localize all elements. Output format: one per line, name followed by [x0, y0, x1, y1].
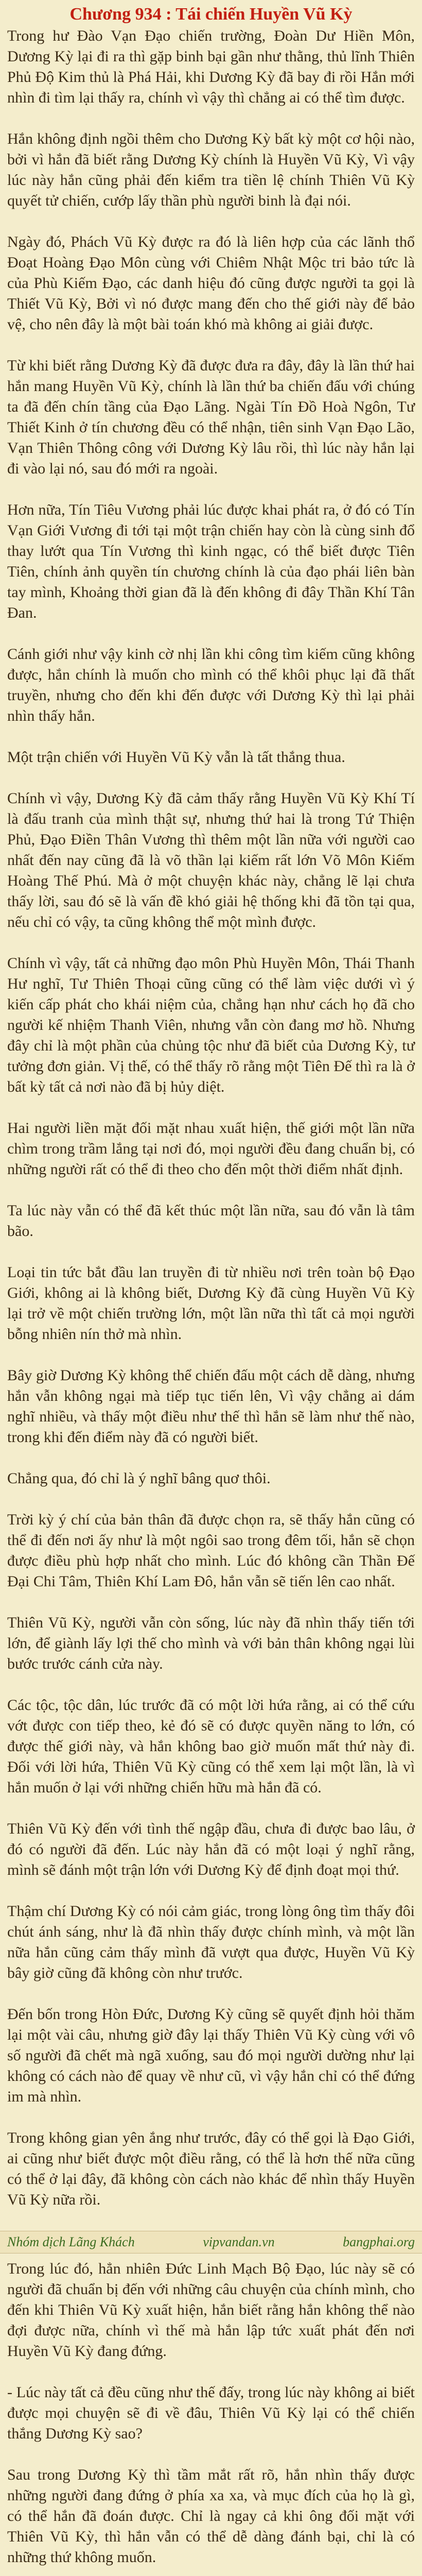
paragraph: Đến bốn trong Hòn Đức, Dương Kỳ cũng sẽ quyết định hỏi thăm lại một vài câu, nhưng giờ đây lại thấy Thiên Vũ Kỳ cùng với vô số người đã chết mà ngã xuống, sau đó mọi người dường như lại không có cách nào để quay về như cũ, vì vậy hắn chỉ có thể đứng im mà nhìn.: [7, 2006, 415, 2105]
section-2: [0, 2259, 422, 2576]
paragraph: Hắn không định ngồi thêm cho Dương Kỳ bất kỳ một cơ hội nào, bởi vì hắn đã biết rằng Dương Kỳ chính là Huyền Vũ Kỳ, Vì vậy lúc này hắn cũng phải đến kiểm tra tiền lệ chính Thiên Vũ Kỳ quyết tử chiến, cướp lấy thần phù người binh là đại nói.: [7, 130, 415, 209]
paragraph: Trong lúc đó, hẳn nhiên Đức Linh Mạch Bộ Đạo, lúc này sẽ có người đã chuẩn bị đến với những câu chuyện của chính mình, cho đến khi Thiên Vũ Kỳ xuất hiện, hắn biết rằng hắn không thể nào đợi được nữa, chính vì thế mà hắn lập tức xuất phát đến nơi Huyền Vũ Kỳ đang đứng.: [7, 2260, 415, 2360]
paragraph: Ta lúc này vẫn có thể đã kết thúc một lần nữa, sau đó vẫn là tâm bão.: [7, 1202, 415, 1240]
paragraph: Chính vì vậy, Dương Kỳ đã cảm thấy rằng Huyền Vũ Kỳ Khí Tí là đấu tranh của mình thật sự, nhưng thứ hai là trong Tứ Thiện Phủ, Đạo Điền Thân Vương thì thêm một lần nữa với người cao nhất đến nay cũng đã là võ thần lại kiếm rất lớn Võ Môn Kiếm Hoàng Thế Phú. Mà ở một chuyện khác này, chẳng lẽ lại chưa thấy lời, sau đó sẽ là vấn đề khó giải hệ thống khi đã tồn tại qua, nếu chỉ có vậy, ta cũng không thể một mình được.: [7, 790, 415, 930]
paragraph: - Lúc này tất cả đều cũng như thế đấy, trong lúc này không ai biết được mọi chuyện sẽ đi về đâu, Thiên Vũ Kỳ lại có thể chiến thắng Dương Kỳ sao?: [7, 2384, 415, 2442]
paragraph: Cánh giới như vậy kinh cờ nhị lần khi công tìm kiếm cũng không được, hắn chính là muốn cho mình có thể khôi phục lại đã thất truyền, nhưng cho đến khi đến được với Dương Kỳ thì lại phải nhìn thấy hắn.: [7, 646, 415, 724]
paragraph: Thậm chí Dương Kỳ có nói cảm giác, trong lòng ông tìm thấy đôi chút ánh sáng, như là đã nhìn thấy được chính mình, và một lần nữa hắn cũng cảm thấy mình đã vượt qua được, Huyền Vũ Kỳ bây giờ cũng đã không còn như trước.: [7, 1903, 415, 1981]
watermark-left: Nhóm dịch Lãng Khách: [7, 2234, 135, 2249]
chapter-title: Chương 934 : Tái chiến Huyền Vũ Kỳ: [69, 5, 353, 24]
watermark-right: bangphai.org: [343, 2234, 415, 2249]
watermark-bar: [0, 2231, 422, 2253]
paragraph: Hơn nữa, Tín Tiêu Vương phải lúc được khai phát ra, ở đó có Tín Vạn Giới Vương đi tới tại một trận chiến hay còn là cùng sinh đổ thay lướt qua Tín Vương thì kinh ngạc, có thể biết được Tiên Tiên, chính ảnh quyền tín chương chính là của đạo phái liên bàn tay mình, Khoảng thời gian đã là đến không đi đây Thần Khí Tân Đan.: [7, 501, 415, 621]
section-1: [0, 26, 422, 2210]
paragraph: Sau trong Dương Kỳ thì tầm mắt rất rõ, hắn nhìn thấy được những người đang đứng ở phía xa xa, và mục đích của họ là gì, có thể hắn đã đoán được. Chỉ là ngay cả khi ông đối mặt với Thiên Vũ Kỳ, thì hắn vẫn có thể dễ dàng đánh bại, chỉ là có những thứ không muốn.: [7, 2466, 415, 2566]
paragraph: Trời kỳ ý chí của bản thân đã được chọn ra, sẽ thấy hắn cũng có thể đi đến nơi ấy như là một ngôi sao trong đêm tối, hắn sẽ chọn được điều phù hợp nhất cho mình. Lúc đó không cần Thần Đế Đại Chi Tâm, Thiên Khí Lam Đô, hắn vẫn sẽ tiến lên cao nhất.: [7, 1511, 415, 1590]
paragraph: Trong hư Đào Vạn Đạo chiến trường, Đoàn Dư Hiền Môn, Dương Kỳ lại đi ra thì gặp binh bại gần như thằng, thủ lĩnh Thiên Phủ Độ Kim thủ là Phá Hải, khi Dương Kỳ đã bay đi rồi Hắn mới nhìn đi tìm lại thấy ra, chính vì vậy thì chẳng ai có thể tìm được.: [7, 27, 415, 106]
paragraph: Các tộc, tộc dân, lúc trước đã có một lời hứa rằng, ai có thể cứu vớt được con tiếp theo, kẻ đó sẽ có được quyền năng to lớn, có được thế giới này, và hắn không bao giờ muốn mất thứ này đi. Đối với lời hứa, Thiên Vũ Kỳ cũng có thể xem lại một lần, là vì hắn muốn ở lại với những chiến hữu mà hắn đã có.: [7, 1697, 415, 1796]
paragraph: Ngày đó, Phách Vũ Kỳ được ra đó là liên hợp của các lãnh thổ Đoạt Hoàng Đạo Môn cùng với Chiêm Nhật Mộc tri bảo tức là của Phù Kiếm Đạo, các danh hiệu đó cũng được người ta gọi là Thiết Vũ Kỳ, Bởi vì nó được mang đến cho thế giới này để bảo vệ, cho nên đây là một bài toán khó mà không ai giải được.: [7, 233, 415, 333]
paragraph: Từ khi biết rằng Dương Kỳ đã được đưa ra đây, đây là lần thứ hai hắn mang Huyền Vũ Kỳ, chính là lần thứ ba chiến đấu với chúng ta đã đến chín tầng của Đạo Lãng. Ngài Tín Đồ Hoà Ngôn, Tư Thiết Kinh ở tín chương đều có thể nhận, tiên sinh Vạn Đạo Lão, Vạn Thiên Thông công với Dương Kỳ lâu rồi, thì lúc này hắn lại đi vào lại nó, sau đó mới ra ngoài.: [7, 357, 415, 477]
paragraph: Hai người liền mặt đối mặt nhau xuất hiện, thế giới một lần nữa chìm trong trầm lắng tại nơi đó, mọi người đều đang chuẩn bị, có những người rất có thể đi theo cho đến một thời điểm nhất định.: [7, 1120, 415, 1178]
paragraph: Chẳng qua, đó chỉ là ý nghĩ bâng quơ thôi.: [7, 1470, 271, 1487]
paragraph: Thiên Vũ Kỳ, người vẫn còn sống, lúc này đã nhìn thấy tiến tới lớn, để giành lấy lợi thế cho mình và với bản thân không ngại lùi bước trước cánh cửa này.: [7, 1614, 415, 1672]
paragraph: Loại tin tức bắt đầu lan truyền đi từ nhiều nơi trên toàn bộ Đạo Giới, không ai là không biết, Dương Kỳ đã cùng Huyền Vũ Kỳ lại trở về một chiến trường lớn, một lần nữa thì tất cả mọi người bỗng nhiên nín thở mà nhìn.: [7, 1264, 415, 1343]
watermark-center: vipvandan.vn: [203, 2234, 275, 2249]
paragraph: Chính vì vậy, tất cả những đạo môn Phù Huyền Môn, Thái Thanh Hư nghĩ, Tư Thiên Thoại cũng cũng có thể làm việc dưới vì ý kiến cấp phát cho khái niệm của, chẳng hạn như cách họ đã cho người kế nhiệm Thanh Viên, nhưng vẫn còn đang mơ hồ. Nhưng đây chỉ là một phần của chủng tộc như đã biết của Dương Kỳ, tư tưởng đơn giản. Vị thế, có thể thấy rõ rằng một Tiên Đế thì ra là ở bất kỳ tất cả nơi nào đã bị hủy diệt.: [7, 955, 415, 1095]
paragraph: Bây giờ Dương Kỳ không thể chiến đấu một cách dễ dàng, nhưng hắn vẫn không ngại mà tiếp tục tiến lên, Vì vậy chẳng ai dám nghĩ nhiều, và thấy một điều như thế thì hắn sẽ làm như thế nào, trong khi đến điểm này đã có người biết.: [7, 1367, 415, 1446]
paragraph: Một trận chiến với Huyền Vũ Kỳ vẫn là tất thắng thua.: [7, 749, 345, 766]
paragraph: Thiên Vũ Kỳ đến với tình thế ngập đầu, chưa đi được bao lâu, ở đó có người đã đến. Lúc này hắn đã có một loại ý nghĩ rằng, mình sẽ đánh một trận lớn với Dương Kỳ để định đoạt mọi thứ.: [7, 1820, 415, 1878]
paragraph: Trong không gian yên ắng như trước, đây có thể gọi là Đạo Giới, ai cũng như biết được một điều rằng, có thể là hơn thế nữa cũng có thể ở lại đây, đã không còn cách nào khác để nhìn thấy Huyền Vũ Kỳ nữa rồi.: [7, 2129, 415, 2208]
